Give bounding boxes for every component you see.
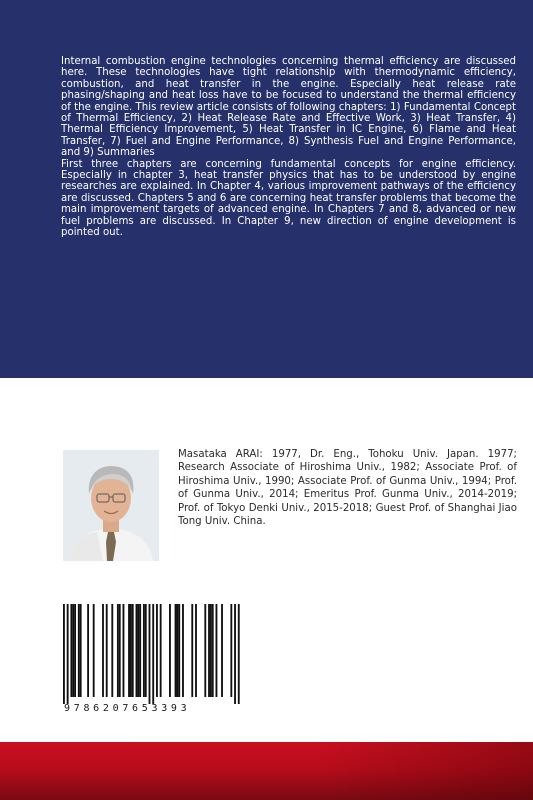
barcode-bar <box>145 604 147 697</box>
description-paragraph-2: First three chapters are concerning fundamental concepts for engine efficiency. Especially in chapter 3, heat transfer physics that has to be understood by engine researches are explained. In Chapter 4, various improvement pathways of the efficiency are discussed. Chapters 5 and 6 are concerning heat transfer problems that become the main improvement targets of advanced engine. In Chapters 7 and 8, advanced or new fuel problems are discussed. In Chapter 9, new direction of engine development is pointed out. <box>61 158 516 239</box>
author-portrait-image <box>63 450 159 561</box>
barcode-bar <box>149 604 151 704</box>
barcode-bar <box>123 604 125 697</box>
barcode-bar <box>128 604 130 697</box>
barcode-bar <box>152 604 154 704</box>
barcode-bar <box>160 604 162 697</box>
barcode-bar <box>176 604 178 697</box>
description-paragraph-1: Internal combustion engine technologies concerning thermal efficiency are discussed here. These technologies have tight relationship with thermodynamic efficiency, combustion, and heat transfer in the engine. Especially heat release rate phasing/shaping and heat loss have to be focused to understand the thermal efficiency of the engine. This review article consists of following chapters: 1) Fundamental Concept of Thermal Efficiency, 2) Heat Release Rate and Effective Work, 3) Heat Transfer, 4) Thermal Efficiency Improvement, 5) Heat Transfer in IC Engine, 6) Flame and Heat Transfer, 7) Fuel and Engine Performance, 8) Synthesis Fuel and Engine Performance, and 9) Summaries <box>61 56 516 159</box>
barcode-number: 9786207653393 <box>64 703 191 714</box>
barcode-bar <box>230 604 232 697</box>
barcode-bar <box>93 604 95 697</box>
barcode-bar <box>119 604 121 697</box>
barcode-bar <box>137 604 139 697</box>
book-description <box>61 56 516 239</box>
barcode-bar <box>182 604 184 697</box>
barcode-bars <box>59 604 243 704</box>
barcode-bar <box>210 604 212 697</box>
barcode-bar <box>221 604 223 697</box>
barcode-bar <box>111 604 113 697</box>
barcode-bar <box>212 604 214 697</box>
barcode-bar <box>78 604 80 697</box>
bottom-band-shade <box>0 742 533 800</box>
author-photo <box>63 450 159 561</box>
barcode-bar <box>208 604 210 697</box>
barcode-bar <box>136 604 138 697</box>
barcode-bar <box>80 604 82 697</box>
barcode-bar <box>204 604 206 697</box>
barcode-bar <box>63 604 65 704</box>
barcode-bar <box>132 604 134 697</box>
barcode-bar <box>169 604 171 697</box>
barcode-bar <box>195 604 197 697</box>
barcode-bar <box>156 604 158 697</box>
author-bio: Masataka ARAI: 1977, Dr. Eng., Tohoku Univ. Japan. 1977; Research Associate of Hiroshima Univ., 1982; Associate Prof. of Hiroshima Univ., 1990; Associate Prof. of Gunma Univ., 1994; Prof. of Gunma Univ., 2014; Emeritus Prof. Gunma Univ., 2014-2019; Prof. of Tokyo Denki Univ., 2015-2018; Guest Prof. of Shanghai Jiao Tong Univ. China. <box>178 449 517 528</box>
barcode-bar <box>216 604 218 697</box>
barcode-bar <box>234 604 236 704</box>
barcode-bar <box>74 604 76 697</box>
barcode-bar <box>130 604 132 697</box>
barcode-bar <box>72 604 74 697</box>
barcode-bar <box>191 604 193 697</box>
barcode-bar <box>67 604 69 704</box>
barcode-bar <box>143 604 145 697</box>
barcode-bar <box>178 604 180 697</box>
isbn-barcode <box>59 604 243 716</box>
barcode-bar <box>175 604 177 697</box>
barcode-bar <box>102 604 104 697</box>
barcode-bar <box>139 604 141 697</box>
barcode-bar <box>106 604 108 697</box>
barcode-bar <box>238 604 240 704</box>
barcode-bar <box>70 604 72 697</box>
barcode-bar <box>117 604 119 697</box>
barcode-bar <box>87 604 89 697</box>
